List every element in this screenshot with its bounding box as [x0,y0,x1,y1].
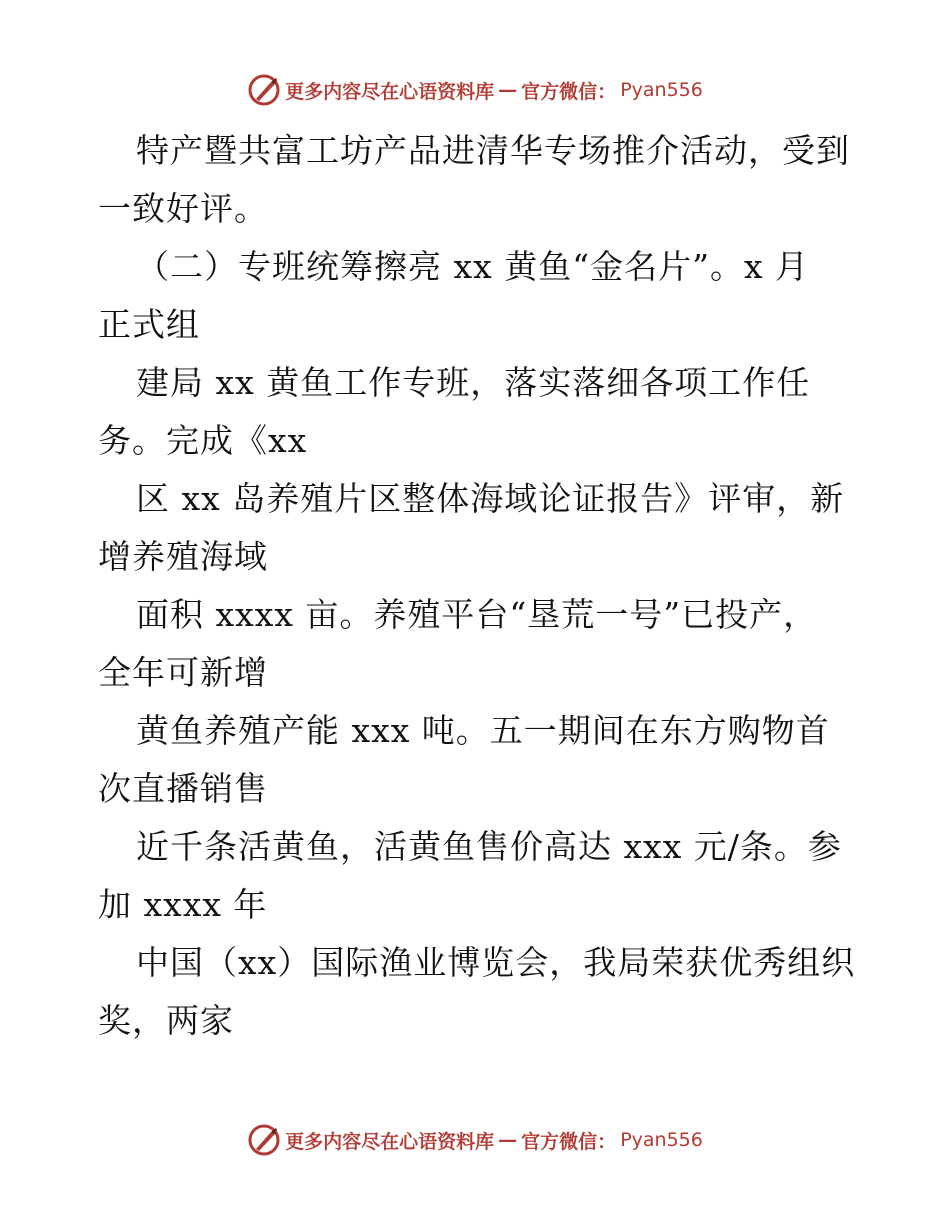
text-line: （二）专班统筹擦亮 xx 黄鱼“金名片”。x 月 [136,247,810,286]
text-line: 中国（xx）国际渔业博览会，我局荣获优秀组织 [136,943,856,982]
text-line: 面积 xxxx 亩。养殖平台“垦荒一号”已投产， [136,595,818,634]
text-line: 次直播销售 [98,769,268,808]
quill-logo-icon [247,1123,281,1157]
text-line: 近千条活黄鱼，活黄鱼售价高达 xxx 元/条。参 [136,827,842,866]
text-line: 奖，两家 [98,1001,234,1040]
text-line: 黄鱼养殖产能 xxx 吨。五一期间在东方购物首 [136,711,830,750]
document-body [98,122,858,1050]
footer-watermark-banner [0,1120,950,1160]
banner-contact-id: Pyan556 [620,79,703,101]
banner-contact-label: 官方微信： [521,80,617,103]
text-line: 区 xx 岛养殖片区整体海域论证报告》评审，新 [136,479,845,518]
text-line: 务。完成《xx [98,421,308,460]
banner-site-name: 更多内容尽在心语资料库 [285,1130,495,1153]
text-line: 加 xxxx 年 [98,885,268,924]
text-line: 增养殖海域 [98,537,268,576]
banner-contact-label: 官方微信： [521,1130,617,1153]
text-line: 建局 xx 黄鱼工作专班，落实落细各项工作任 [136,363,811,402]
banner-site-name: 更多内容尽在心语资料库 [285,80,495,103]
banner-dash: — [498,79,518,101]
text-line: 正式组 [98,305,200,344]
banner-dash: — [498,1129,518,1151]
banner-contact-id: Pyan556 [620,1129,703,1151]
text-line: 全年可新增 [98,653,268,692]
header-watermark-banner [0,70,950,110]
quill-logo-icon [247,73,281,107]
text-line: 特产暨共富工坊产品进清华专场推介活动，受到 [136,131,850,170]
text-line: 一致好评。 [98,189,268,228]
